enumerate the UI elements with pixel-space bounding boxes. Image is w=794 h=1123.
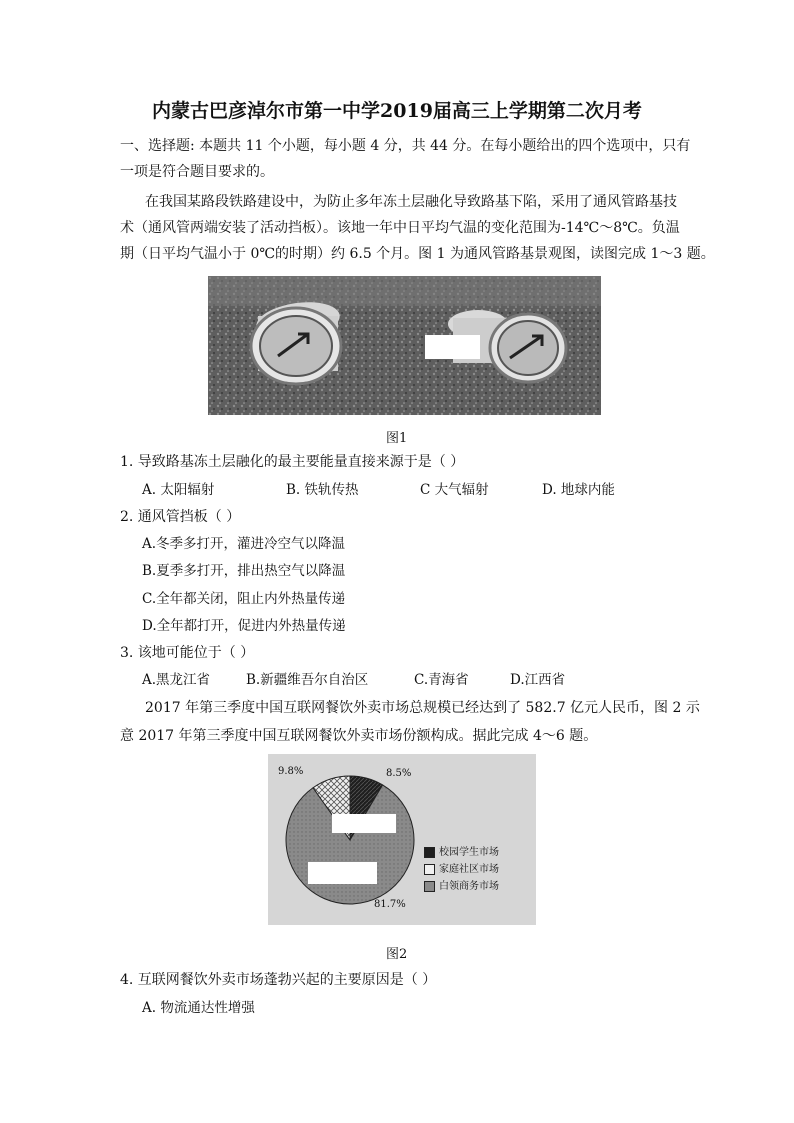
q1-option-b: B. 铁轨传热 xyxy=(286,482,359,498)
legend-item-community xyxy=(424,860,499,875)
passage1-line-3: 期（日平均气温小于 0℃的时期）约 6.5 个月。图 1 为通风管路基景观图，读图完成 1～3 题。 xyxy=(120,246,715,262)
q4-option-a: A. 物流通达性增强 xyxy=(142,1000,255,1016)
passage1-line-1: 在我国某路段铁路建设中，为防止多年冻土层融化导致路基下陷，采用了通风管路基技 xyxy=(145,194,677,210)
legend-swatch xyxy=(424,847,435,858)
q1-option-c: C 大气辐射 xyxy=(420,482,489,498)
q2-option-c: C.全年都关闭，阻止内外热量传递 xyxy=(142,591,346,607)
q2-option-b: B.夏季多打开，排出热空气以降温 xyxy=(142,563,346,579)
q4-stem: 4. 互联网餐饮外卖市场蓬勃兴起的主要原因是（ ） xyxy=(120,972,437,988)
q3-stem: 3. 该地可能位于（ ） xyxy=(120,645,255,661)
q3-option-c: C.青海省 xyxy=(414,672,469,688)
legend-swatch xyxy=(424,864,435,875)
label-home-community-pct: 9.8% xyxy=(278,766,304,777)
legend-item-white-collar xyxy=(424,877,499,892)
redaction-box xyxy=(425,335,480,359)
figure1-photo xyxy=(208,276,601,415)
passage2-line-2: 意 2017 年第三季度中国互联网餐饮外卖市场份额构成。据此完成 4～6 题。 xyxy=(120,728,598,744)
q3-option-d: D.江西省 xyxy=(510,672,566,688)
q2-option-a: A.冬季多打开，灌进冷空气以降温 xyxy=(142,536,346,552)
figure2-caption: 图2 xyxy=(386,947,408,962)
redaction-box xyxy=(308,862,377,884)
q2-option-d: D.全年都打开，促进内外热量传递 xyxy=(142,618,346,634)
legend-item-campus xyxy=(424,843,499,858)
legend-label: 家庭社区市场 xyxy=(439,864,499,875)
passage1-line-2: 术（通风管两端安装了活动挡板）。该地一年中日平均气温的变化范围为-14℃～8℃。负温 xyxy=(120,220,680,236)
q3-option-a: A.黑龙江省 xyxy=(142,672,211,688)
figure2-chart xyxy=(268,754,536,925)
legend-label: 校园学生市场 xyxy=(439,847,499,858)
figure1-caption: 图1 xyxy=(386,431,408,446)
page-title: 内蒙古巴彦淖尔市第一中学2019届高三上学期第二次月考 xyxy=(152,100,642,122)
q1-stem: 1. 导致路基冻土层融化的最主要能量直接来源于是（ ） xyxy=(120,454,465,470)
q3-option-b: B.新疆维吾尔自治区 xyxy=(246,672,369,688)
section-header-line-1: 一、选择题: 本题共 11 个小题，每小题 4 分，共 44 分。在每小题给出的四个选项中，只有 xyxy=(120,138,691,154)
legend-swatch xyxy=(424,881,435,892)
section-header-line-2: 一项是符合题目要求的。 xyxy=(120,164,274,180)
q1-option-d: D. 地球内能 xyxy=(542,482,615,498)
label-white-collar-pct: 81.7% xyxy=(374,899,406,910)
redaction-box xyxy=(332,814,396,833)
q2-stem: 2. 通风管挡板（ ） xyxy=(120,509,241,525)
passage2-line-1: 2017 年第三季度中国互联网餐饮外卖市场总规模已经达到了 582.7 亿元人民币，图 2 示 xyxy=(145,700,700,716)
ventilation-pipes-image xyxy=(208,276,601,415)
q1-option-a: A. 太阳辐射 xyxy=(142,482,215,498)
legend-label: 白领商务市场 xyxy=(439,881,499,892)
label-campus-student-pct: 8.5% xyxy=(386,768,412,779)
